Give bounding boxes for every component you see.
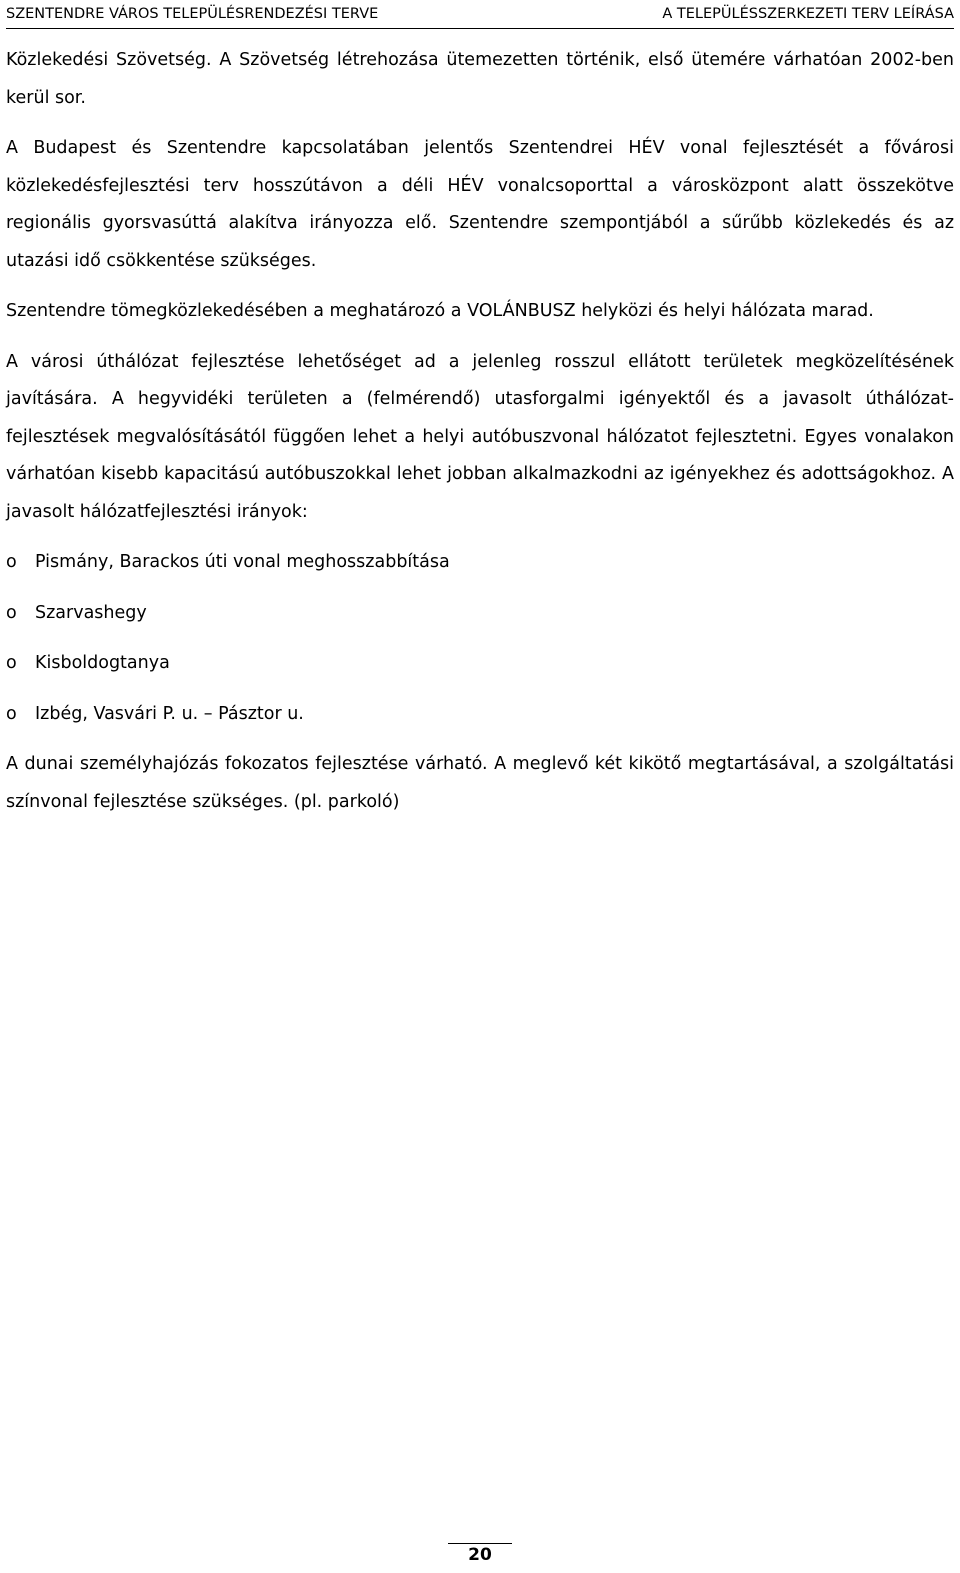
header-section-title: A TELEPÜLÉSSZERKEZETI TERV LEÍRÁSA xyxy=(662,6,954,22)
paragraph-hev: A Budapest és Szentendre kapcsolatában jelentős Szentendrei HÉV vonal fejlesztését a fővárosi közlekedésfejlesztési terv hosszútávon a déli HÉV vonalcsoporttal a városközpont alatt összekötve regionális gyorsvasúttá alakítva irányozza elő. Szentendre szempontjából a sűrűbb közlekedés és az utazási idő csökkentése szükséges. xyxy=(6,138,954,271)
network-development-list xyxy=(6,544,954,746)
list-item xyxy=(6,645,954,696)
bullet-marker: o xyxy=(6,653,17,673)
page-header xyxy=(6,4,954,29)
page-number-rule xyxy=(448,1543,512,1544)
document-body xyxy=(6,42,954,821)
paragraph-hajozas: A dunai személyhajózás fokozatos fejlesztése várható. A meglevő két kikötő megtartásával, a szolgáltatási színvonal fejlesztése szükséges. (pl. parkoló) xyxy=(6,754,954,812)
list-item-text: Pismány, Barackos úti vonal meghosszabbítása xyxy=(35,552,450,572)
bullet-marker: o xyxy=(6,552,17,572)
header-document-title: SZENTENDRE VÁROS TELEPÜLÉSRENDEZÉSI TERVE xyxy=(6,6,379,22)
bullet-marker: o xyxy=(6,602,17,623)
list-item-text: Szarvashegy xyxy=(35,602,147,623)
list-item xyxy=(6,544,954,595)
paragraph-uthalozat: A városi úthálózat fejlesztése lehetőséget ad a jelenleg rosszul ellátott területek megközelítésének javítására. A hegyvidéki területen a (felmérendő) utasforgalmi igényektől és a javasolt úthálózat-fejlesztések megvalósításától függően lehet a helyi autóbuszvonal hálózatot fejlesztetni. Egyes vonalakon várhatóan kisebb kapacitású autóbuszokkal lehet jobban alkalmazkodni az igényekhez és adottságokhoz. A javasolt hálózatfejlesztési irányok: xyxy=(6,351,954,522)
bullet-marker: o xyxy=(6,703,17,724)
page-number: 20 xyxy=(468,1545,492,1565)
list-item-text: Izbég, Vasvári P. u. – Pásztor u. xyxy=(35,703,304,724)
paragraph-szovetseg: Közlekedési Szövetség. A Szövetség létrehozása ütemezetten történik, első ütemére várhatóan 2002-ben kerül sor. xyxy=(6,50,954,108)
list-item xyxy=(6,696,954,747)
list-item xyxy=(6,595,954,646)
paragraph-volanbusz: Szentendre tömegközlekedésében a meghatározó a VOLÁNBUSZ helyközi és helyi hálózata marad. xyxy=(6,301,874,321)
list-item-text: Kisboldogtanya xyxy=(35,653,170,673)
